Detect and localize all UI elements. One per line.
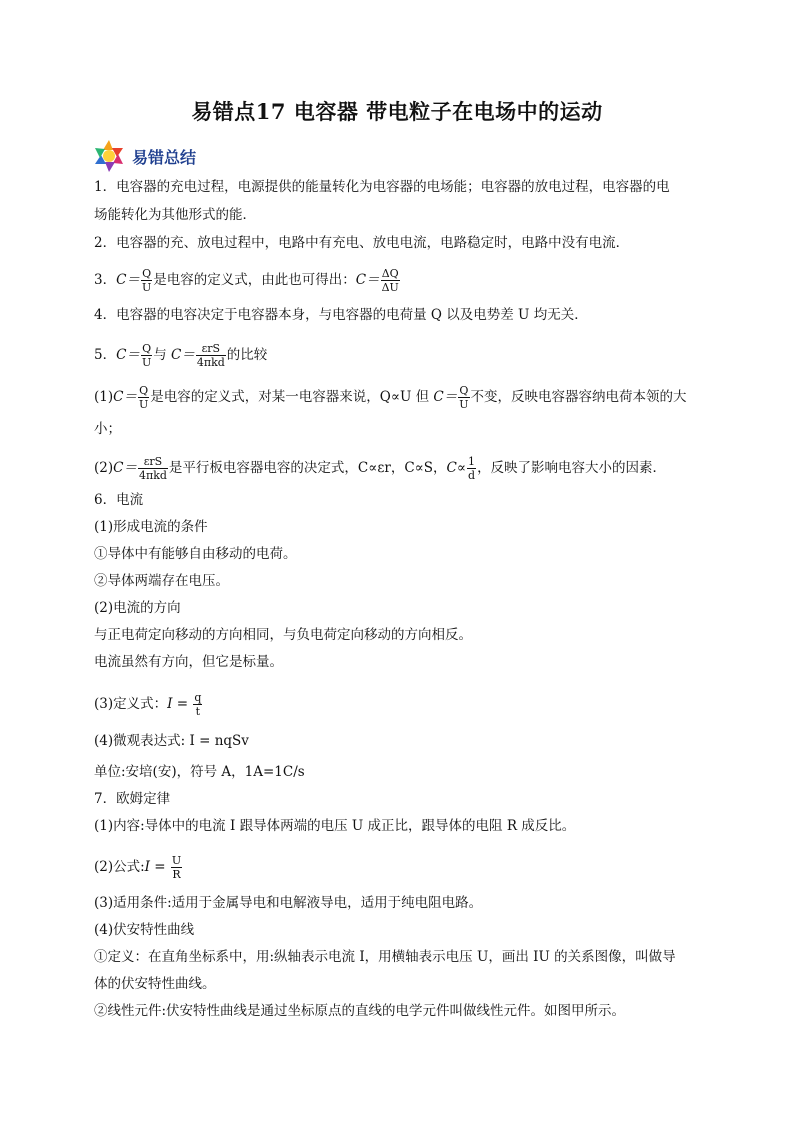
text-line: ①定义：在直角坐标系中，用:纵轴表示电流 I，用横轴表示电压 U，画出 IU 的关系图像，叫做导 [94, 949, 676, 965]
text: (2)公式: [94, 859, 145, 875]
fraction [193, 692, 202, 717]
numerator: Q [142, 267, 152, 280]
fraction [171, 855, 182, 880]
denominator: ΔU [381, 281, 399, 294]
denominator: U [459, 398, 469, 411]
numerator: 1 [468, 455, 476, 468]
text: 是电容的定义式，由此也可得出： [153, 272, 356, 288]
formula-var: C∝ [446, 460, 467, 476]
formula-line [94, 385, 687, 410]
formula-line [94, 456, 666, 481]
numerator: εrS [138, 456, 168, 469]
text-line: (1)内容:导体中的电流 I 跟导体两端的电压 U 成正比，跟导体的电阻 R 成反比。 [94, 818, 576, 834]
text-line: 4．电容器的电容决定于电容器本身，与电容器的电荷量 Q 以及电势差 U 均无关． [94, 307, 588, 323]
numerator: q [194, 691, 202, 704]
formula-var: I = [167, 696, 189, 712]
formula-var: C＝ [116, 272, 140, 288]
fraction [138, 456, 168, 481]
text: 是平行板电容器电容的决定式，C∝εr，C∝S， [168, 460, 447, 476]
denominator: 4πkd [196, 356, 225, 369]
formula-var: C＝ [171, 347, 195, 363]
fraction [141, 343, 152, 368]
text: (3)定义式： [94, 696, 168, 712]
numerator: ΔQ [381, 267, 399, 280]
formula-var: C＝ [433, 389, 458, 405]
formula-line [94, 692, 203, 717]
denominator: d [468, 469, 476, 482]
formula-var: C＝ [116, 347, 140, 363]
formula-var: C＝ [355, 272, 380, 288]
page-title: 易错点17 电容器 带电粒子在电场中的运动 [191, 99, 603, 124]
text: 3． [94, 272, 117, 288]
text-line: 1．电容器的充电过程，电源提供的能量转化为电容器的电场能；电容器的放电过程，电容器的电 [94, 179, 670, 195]
denominator: 4πkd [138, 469, 167, 482]
denominator: t [195, 705, 201, 718]
section-title: 易错总结 [132, 147, 197, 167]
text-line: (3)适用条件:适用于金属导电和电解液导电，适用于纯电阻电路。 [94, 895, 483, 911]
numerator: Q [139, 384, 149, 397]
text: (1) [94, 389, 114, 405]
text: 与 [153, 347, 167, 363]
formula-var: C＝ [113, 389, 137, 405]
fraction [196, 343, 226, 368]
formula-var: I = [144, 859, 166, 875]
fraction [467, 456, 476, 481]
formula-var: C＝ [113, 460, 137, 476]
fraction [138, 385, 149, 410]
text-line: ①导体中有能够自由移动的电荷。 [94, 546, 297, 562]
text-line: 7．欧姆定律 [94, 791, 171, 807]
text: 的比较 [226, 347, 268, 363]
text: 5． [94, 347, 117, 363]
denominator: R [172, 868, 181, 881]
formula-line [94, 268, 401, 293]
fraction [381, 268, 400, 293]
fraction [458, 385, 469, 410]
text-line: 单位:安培(安)，符号 A，1A=1C/s [94, 764, 305, 780]
text-line: 场能转化为其他形式的能． [94, 207, 256, 223]
text-line: 小； [94, 421, 121, 437]
section-header [92, 140, 196, 172]
numerator: U [171, 854, 182, 867]
text-line: (4)伏安特性曲线 [94, 922, 195, 938]
text-line: ②线性元件:伏安特性曲线是通过坐标原点的直线的电学元件叫做线性元件。如图甲所示。 [94, 1003, 626, 1019]
text-line: (1)形成电流的条件 [94, 519, 208, 535]
formula-line [94, 343, 267, 368]
text-line: 与正电荷定向移动的方向相同，与负电荷定向移动的方向相反。 [94, 627, 472, 643]
text-line: 6．电流 [94, 492, 144, 508]
fraction [141, 268, 152, 293]
text: (2) [94, 460, 114, 476]
text-line: 2．电容器的充、放电过程中，电路中有充电、放电电流，电路稳定时，电路中没有电流． [94, 235, 630, 251]
text-line: 体的伏安特性曲线。 [94, 976, 216, 992]
text-line: ②导体两端存在电压。 [94, 573, 229, 589]
text-line: 电流虽然有方向，但它是标量。 [94, 654, 283, 670]
numerator: Q [459, 384, 469, 397]
text: 是电容的定义式，对某一电容器来说，Q∝U 但 [150, 389, 430, 405]
numerator: εrS [196, 343, 226, 356]
numerator: Q [142, 342, 152, 355]
denominator: U [138, 398, 149, 411]
text: ，反映了影响电容大小的因素． [477, 460, 667, 476]
denominator: U [141, 281, 152, 294]
denominator: U [141, 356, 152, 369]
text-line: (4)微观表达式: I = nqSv [94, 733, 249, 749]
formula-line [94, 855, 183, 880]
text-line: (2)电流的方向 [94, 600, 181, 616]
text: 不变，反映电容器容纳电荷本领的大 [470, 389, 687, 405]
star-icon [92, 139, 126, 173]
